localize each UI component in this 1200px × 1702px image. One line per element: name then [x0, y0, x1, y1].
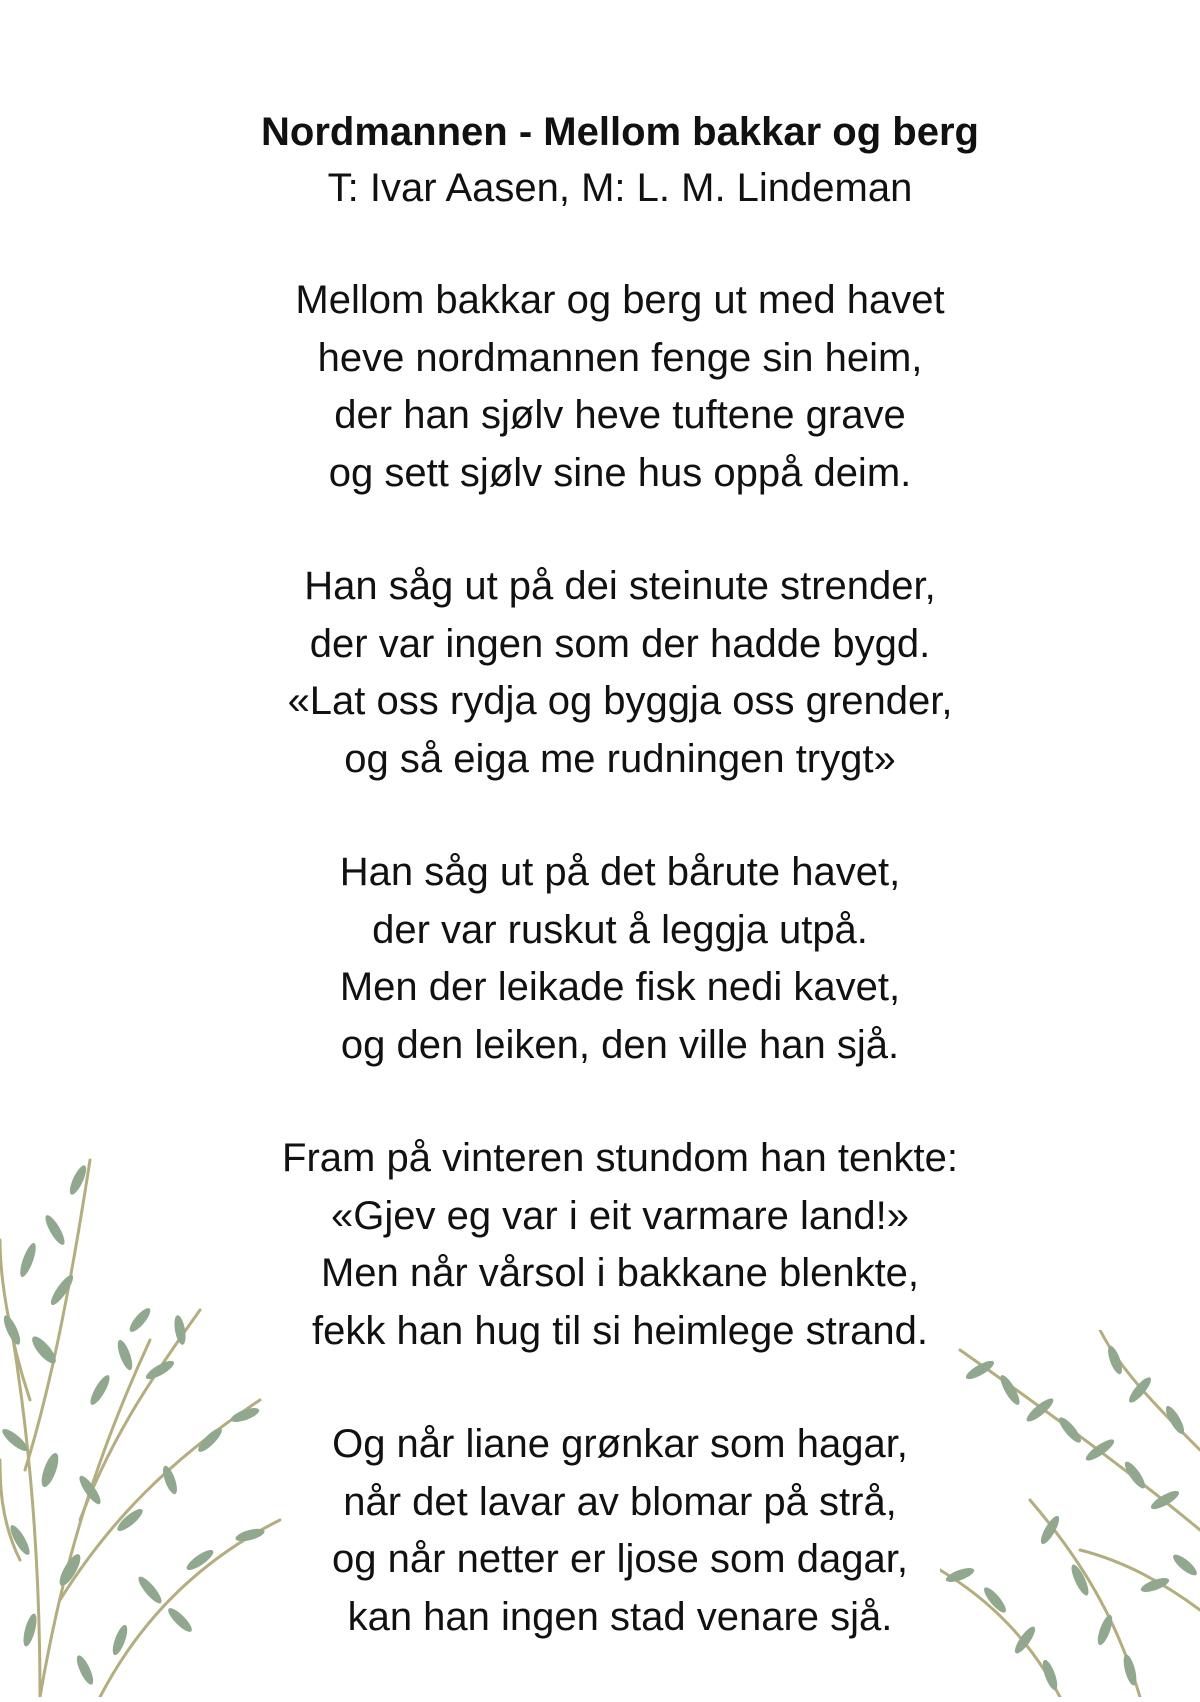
verse-line: og den leiken, den ville han sjå.	[340, 1022, 900, 1067]
verse-line: der var ruskut å leggja utpå.	[372, 907, 868, 952]
verse-line: og når netter er ljose som dagar,	[332, 1537, 908, 1581]
verse-line: heve nordmannen fenge sin heim,	[317, 335, 923, 380]
verse-line: Men når vårsol i bakkane blenkte,	[320, 1251, 920, 1295]
verse-line: og sett sjølv sine hus oppå deim.	[328, 450, 912, 495]
verse-line: der han sjølv heve tuftene grave	[334, 393, 906, 437]
verse-line: der var ingen som der hadde bygd.	[309, 621, 931, 666]
verse-line: Men der leikade fisk nedi kavet,	[339, 965, 901, 1009]
poem-credits: T: Ivar Aasen, M: L. M. Lindeman	[327, 166, 913, 210]
verse-line: Mellom bakkar og berg ut med havet	[295, 278, 945, 322]
verse-line: når det lavar av blomar på strå,	[343, 1479, 897, 1524]
verse-line: Han såg ut på det bårute havet,	[339, 850, 901, 894]
verse-line: fekk han hug til si heimlege strand.	[312, 1308, 928, 1353]
verse-line: «Gjev eg var i eit varmare land!»	[330, 1193, 910, 1238]
stanza-list	[0, 272, 1200, 1646]
verse-line: «Lat oss rydja og byggja oss grender,	[287, 679, 953, 723]
verse-line: Han såg ut på dei steinute strender,	[304, 564, 936, 608]
verse-line: og så eiga me rudningen trygt»	[344, 736, 896, 781]
poem-title: Nordmannen - Mellom bakkar og berg	[261, 110, 979, 154]
poem	[0, 104, 1200, 1702]
verse-line: Fram på vinteren stundom han tenkte:	[282, 1136, 958, 1180]
verse-line: kan han ingen stad venare sjå.	[347, 1594, 893, 1639]
stanza	[0, 272, 1200, 502]
verse-line: Og når liane grønkar som hagar,	[332, 1422, 908, 1466]
stanza	[0, 558, 1200, 788]
stanza	[0, 1416, 1200, 1646]
stanza	[0, 1130, 1200, 1360]
stanza	[0, 844, 1200, 1074]
